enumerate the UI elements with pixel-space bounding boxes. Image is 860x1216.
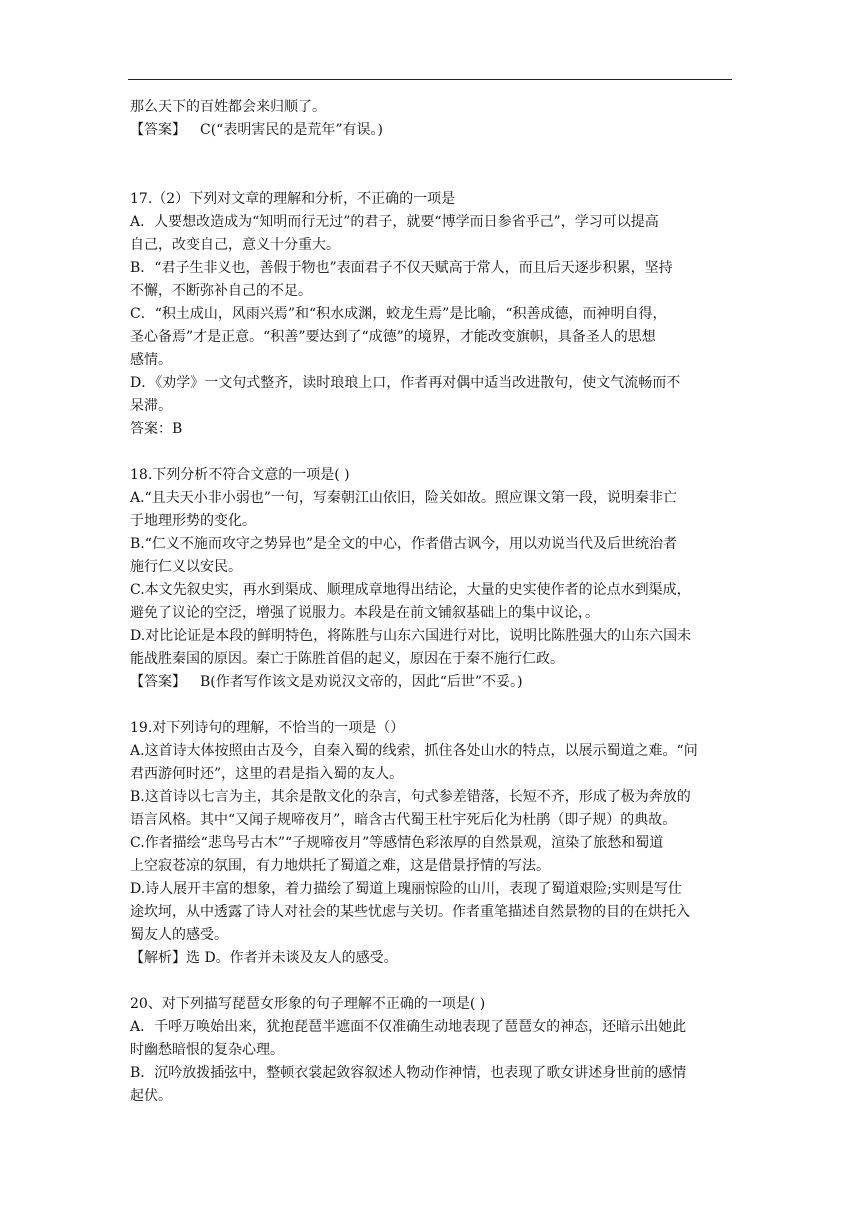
intro-answer xyxy=(130,119,732,142)
question-20-line: 时幽愁暗恨的复杂心理。 xyxy=(130,1042,284,1058)
question-18-line: 于地理形势的变化。 xyxy=(130,513,256,529)
question-18-line: 避免了议论的空泛，增强了说服力。本段是在前文铺叙基础上的集中议论，。 xyxy=(130,605,599,621)
question-19-line: 蜀友人的感受。 xyxy=(130,927,228,943)
question-18-line: B.“仁义不施而攻守之势异也”是全文的中心，作者借古讽今，用以劝说当代及后世统治者 xyxy=(130,536,678,552)
question-20-line: 起伏。 xyxy=(130,1088,172,1104)
question-19-line: C.作者描绘“悲鸟号古木”“子规啼夜月”等感情色彩浓厚的自然景观，渲染了旅愁和蜀道 xyxy=(130,835,664,851)
question-20-line: B．沉吟放拨插弦中，整顿衣裳起敛容叙述人物动作神情，也表现了歌女讲述身世前的感情 xyxy=(130,1065,687,1081)
question-20-line: A．千呼万唤始出来，犹抱琵琶半遮面不仅准确生动地表现了琶琶女的神态，还暗示出她此 xyxy=(130,1019,687,1035)
question-19-line: 途坎坷，从中透露了诗人对社会的某些忧虑与关切。作者重笔描述自然景物的目的在烘托入 xyxy=(130,904,690,920)
question-17-answer: 答案：B xyxy=(130,421,183,437)
question-18-line: C.本文先叙史实，再水到渠成、顺理成章地得出结论，大量的史实使作者的论点水到渠成， xyxy=(130,582,691,598)
header-rule xyxy=(128,79,732,80)
question-18-line: D.对比论证是本段的鲜明特色，将陈胜与山东六国进行对比，说明比陈胜强大的山东六国未 xyxy=(130,628,692,644)
question-17-line: 呆滞。 xyxy=(130,398,172,414)
question-19-line: B.这首诗以七言为主，其余是散文化的杂言，句式参差错落，长短不齐，形成了极为奔放的 xyxy=(130,789,691,805)
question-17-line: 圣心备焉”才是正意。“积善”要达到了“成德”的境界，才能改变旗帜，具备圣人的思想 xyxy=(130,329,656,345)
question-19-line: 上空寂苍凉的氛围，有力地烘托了蜀道之难，这是借景抒情的写法。 xyxy=(130,858,550,874)
question-18-line: A.“且夫天小非小弱也”一句，写秦朝江山依旧，险关如故。照应课文第一段，说明秦非亡 xyxy=(130,490,677,506)
question-17-line: 自己，改变自己，意义十分重大。 xyxy=(130,237,340,253)
question-19-line: D.诗人展开丰富的想象，着力描绘了蜀道上瑰丽惊险的山川，表现了蜀道艰险;实则是写仕 xyxy=(130,881,682,897)
question-19-analysis: 【解析】选 D。作者并未谈及友人的感受。 xyxy=(130,950,398,966)
question-17-line: C．“积土成山，风雨兴焉”和“积水成渊，蛟龙生焉”是比喻，“积善成德，而神明自得， xyxy=(130,306,667,322)
question-20-title: 20、对下列描写琵琶女形象的句子理解不正确的一项是( ) xyxy=(130,996,486,1012)
question-18-title: 18.下列分析不符合文意的一项是( ) xyxy=(130,467,350,483)
answer-tag: 【答案】 xyxy=(130,122,186,138)
question-17-line: D．《劝学》一文句式整齐，读时琅琅上口，作者再对偶中适当改进散句，使文气流畅而不 xyxy=(130,375,681,391)
question-17-title: 17.（2）下列对文章的理解和分析，不正确的一项是 xyxy=(130,191,456,207)
question-19-title: 19.对下列诗句的理解，不恰当的一项是（） xyxy=(130,720,405,736)
question-18-line: 施行仁义以安民。 xyxy=(130,559,242,575)
question-17-line: A．人要想改造成为“知明而行无过”的君子，就要“博学而日参省乎己”，学习可以提高 xyxy=(130,214,659,230)
question-17-line: B．“君子生非义也，善假于物也”表面君子不仅天赋高于常人，而且后天逐步积累，坚持 xyxy=(130,260,673,276)
question-17-line: 感情。 xyxy=(130,352,172,368)
question-17-line: 不懈，不断弥补自己的不足。 xyxy=(130,283,312,299)
answer-text: C(“表明害民的是荒年”有误。) xyxy=(200,122,383,138)
question-19-line: A.这首诗大体按照由古及今，自秦入蜀的线索，抓住各处山水的特点，以展示蜀道之难。“问 xyxy=(130,743,698,759)
answer-text: B(作者写作该文是劝说汉文帝的，因此“后世”不妥。) xyxy=(200,674,523,690)
answer-tag: 【答案】 xyxy=(130,674,186,690)
question-19-line: 语言风格。其中“又闻子规啼夜月”，暗含古代蜀王杜宇死后化为杜鹃（即子规）的典故。 xyxy=(130,812,677,828)
document-body xyxy=(130,96,732,1108)
question-18-answer xyxy=(130,671,732,694)
question-19-line: 君西游何时还”，这里的君是指入蜀的友人。 xyxy=(130,766,404,782)
intro-line: 那么天下的百姓都会来归顺了。 xyxy=(130,99,326,115)
question-18-line: 能战胜秦国的原因。秦亡于陈胜首倡的起义，原因在于秦不施行仁政。 xyxy=(130,651,564,667)
